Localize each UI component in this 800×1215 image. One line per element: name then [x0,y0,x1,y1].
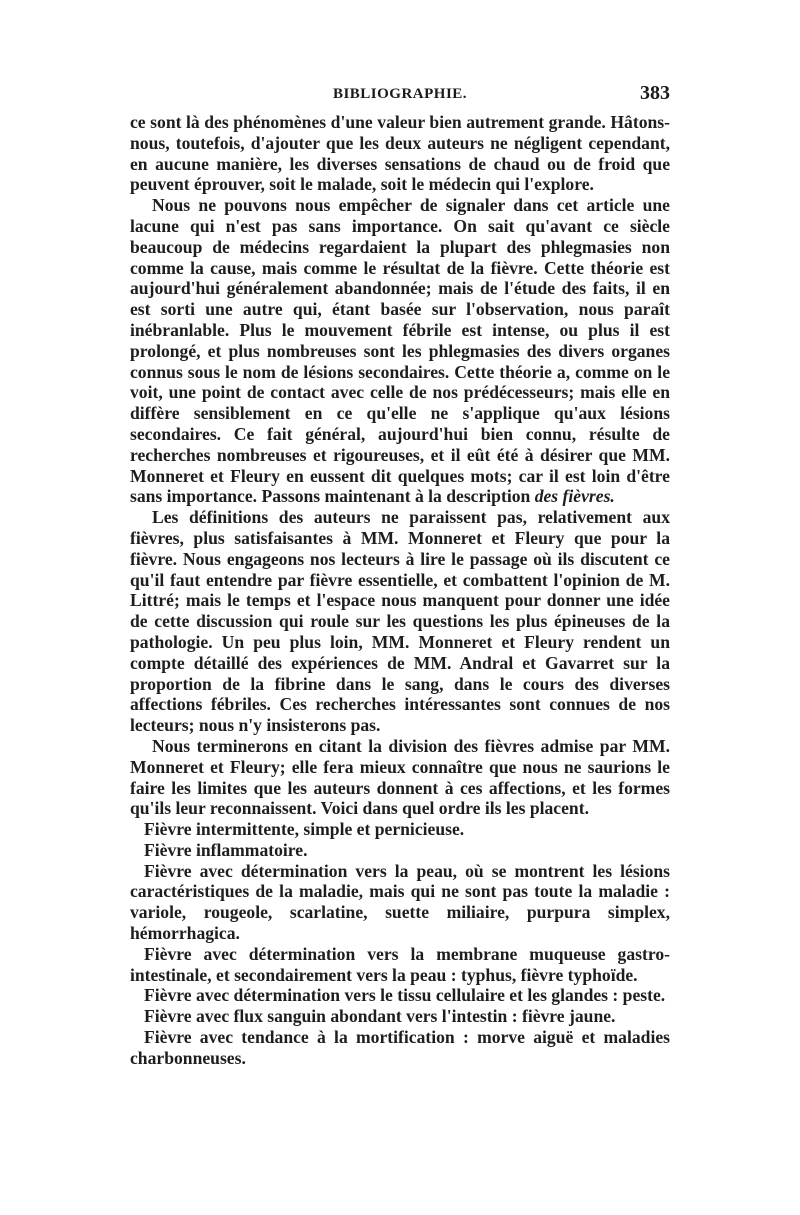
list-item: Fièvre avec détermination vers la peau, où se montrent les lésions caractéristiques de la maladie, mais qui ne sont pas toute la maladie : variole, rougeole, scarlatine, suette miliaire, purpura simplex, hémorrhagica. [130,860,670,944]
paragraph-1: ce sont là des phénomènes d'une valeur bien autrement grande. Hâtons-nous, toutefois, d'ajouter que les deux auteurs ne négligent cependant, en aucune manière, les diverses sensations de chaud ou de froid que peuvent éprouver, soit le malade, soit le médecin qui l'explore. [130,112,670,195]
running-head: BIBLIOGRAPHIE. [332,86,468,102]
paragraph-2 [130,195,670,507]
page-header [130,82,670,112]
paragraph-2-text: Nous ne pouvons nous empêcher de signaler dans cet article une lacune qui n'est pas sans importance. On sait qu'avant ce siècle beaucoup de médecins regardaient la plupart des phlegmasies non comme la cause, mais comme le résultat de la fièvre. Cette théorie est aujourd'hui généralement abandonnée; mais de l'étude des faits, il en est sorti une autre qui, étant basée sur l'observation, nous paraît inébranlable. Plus le mouvement fébrile est intense, ou plus il est prolongé, et plus nombreuses sont les phlegmasies des divers organes connus sous le nom de lésions secondaires. Cette théorie a, comme on le voit, une point de contact avec celle de nos prédécesseurs; mais elle en diffère sensiblement en ce qu'elle ne s'applique qu'aux lésions secondaires. Ce fait général, aujourd'hui bien connu, résulte de recherches nombreuses et rigoureuses, et il eût été à désirer que MM. Monneret et Fleury en eussent dit quelques mots; car il est loin d'être sans importance. Passons maintenant à la description [130,195,670,507]
paragraph-4: Nous terminerons en citant la division des fièvres admise par MM. Monneret et Fleury; elle fera mieux connaître que nous ne saurions le faire les limites que les auteurs donnent à ces affections, et les formes qu'ils leur reconnaissent. Voici dans quel ordre ils les placent. [130,735,670,819]
paragraph-3: Les définitions des auteurs ne paraissent pas, relativement aux fièvres, plus satisfaisantes à MM. Monneret et Fleury que pour la fièvre. Nous engageons nos lecteurs à lire le passage où ils discutent ce qu'il faut entendre par fièvre essentielle, et combattent l'opinion de M. Littré; mais le temps et l'espace nous manquent pour donner une idée de cette discussion qui roule sur les questions les plus épineuses de la pathologie. Un peu plus loin, MM. Monneret et Fleury rendent un compte détaillé des expériences de MM. Andral et Gavarret sur la proportion de la fibrine dans le sang, dans le cours des diverses affections fébriles. Ces recherches intéressantes sont connues de nos lecteurs; nous n'y insisterons pas. [130,507,670,736]
list-item: Fièvre avec détermination vers le tissu cellulaire et les glandes : peste. [144,985,666,1006]
italic-phrase: des fièvres. [534,486,615,507]
body-text [130,112,670,1069]
list-item: Fièvre avec flux sanguin abondant vers l'intestin : fièvre jaune. [144,1006,616,1027]
list-item: Fièvre avec détermination vers la membrane muqueuse gastro-intestinale, et secondairement vers la peau : typhus, fièvre typhoïde. [130,943,670,985]
list-item: Fièvre intermittente, simple et pernicieuse. [144,819,465,840]
list-item: Fièvre inflammatoire. [144,839,308,860]
list-item: Fièvre avec tendance à la mortification : morve aiguë et maladies charbonneuses. [130,1027,670,1068]
page-number: 383 [640,82,670,104]
